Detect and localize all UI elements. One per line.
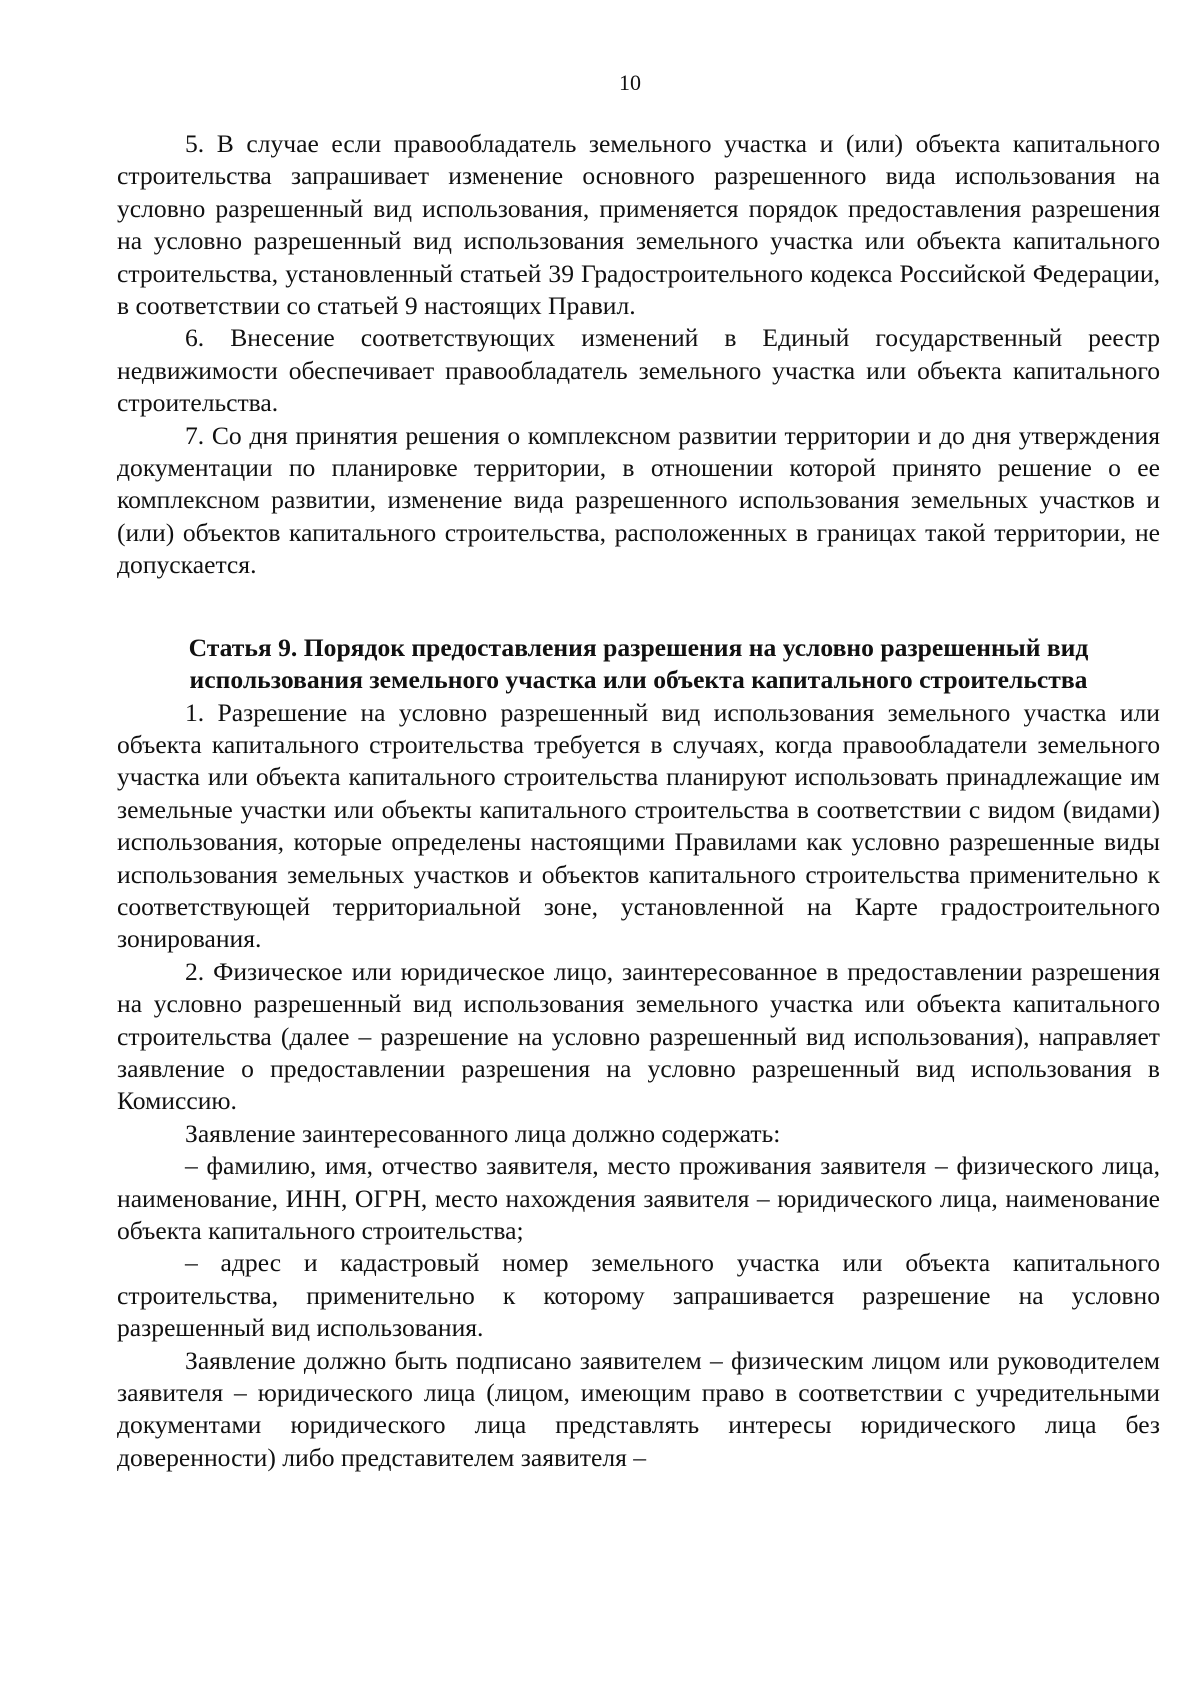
page-number: 10	[619, 70, 641, 95]
article-heading-line-1: Статья 9. Порядок предоставления разрешения на условно разрешенный вид	[188, 632, 1089, 662]
paragraph-5: 5. В случае если правообладатель земельного участка и (или) объекта капитального строительства запрашивает изменение основного разрешенного вида использования на условно разрешенный вид использования, применяется порядок предоставления разрешения на условно разрешенный вид использования земельного участка или объекта капитального строительства, установленный статьей 39 Градостроительного кодекса Российской Федерации, в соответствии со статьей 9 настоящих Правил.	[117, 129, 1160, 321]
article-9-heading	[117, 632, 1160, 697]
paragraph-7: 7. Со дня принятия решения о комплексном развитии территории и до дня утверждения документации по планировке территории, в отношении которой принято решение о ее комплексном развитии, изменение вида разрешенного использования земельных участков и (или) объектов капитального строительства, расположенных в границах такой территории, не допускается.	[117, 420, 1160, 580]
list-item-address-cadastral: – адрес и кадастровый номер земельного участка или объекта капитального строительства, применительно к которому запрашивается разрешение на условно разрешенный вид использования.	[117, 1248, 1160, 1343]
list-item-applicant-details: – фамилию, имя, отчество заявителя, место проживания заявителя – физического лица, наименование, ИНН, ОГРН, место нахождения заявителя – юридического лица, наименование объекта капитального строительства;	[117, 1151, 1160, 1245]
document-body	[117, 128, 1160, 1474]
article-heading-line-2: использования земельного участка или объекта капитального строительства	[189, 665, 1088, 695]
article-paragraph-1: 1. Разрешение на условно разрешенный вид использования земельного участка или объекта капитального строительства требуется в случаях, когда правообладатели земельного участка или объекта капитального строительства планируют использовать принадлежащие им земельные участки или объекты капитального строительства в соответствии с видом (видами) использования, которые определены настоящими Правилами как условно разрешенные виды использования земельных участков и объектов капитального строительства применительно к соответствующей территориальной зоне, установленной на Карте градостроительного зонирования.	[117, 697, 1160, 954]
application-content-intro: Заявление заинтересованного лица должно содержать:	[185, 1118, 781, 1148]
article-paragraph-2: 2. Физическое или юридическое лицо, заинтересованное в предоставлении разрешения на условно разрешенный вид использования земельного участка или объекта капитального строительства (далее – разрешение на условно разрешенный вид использования), направляет заявление о предоставлении разрешения на условно разрешенный вид использования в Комиссию.	[117, 956, 1160, 1116]
paragraph-6: 6. Внесение соответствующих изменений в Единый государственный реестр недвижимости обеспечивает правообладатель земельного участка или объекта капитального строительства.	[117, 323, 1160, 418]
signature-requirements-paragraph: Заявление должно быть подписано заявителем – физическим лицом или руководителем заявителя – юридического лица (лицом, имеющим право в соответствии с учредительными документами юридического лица представлять интересы юридического лица без доверенности) либо представителем заявителя –	[117, 1345, 1160, 1472]
